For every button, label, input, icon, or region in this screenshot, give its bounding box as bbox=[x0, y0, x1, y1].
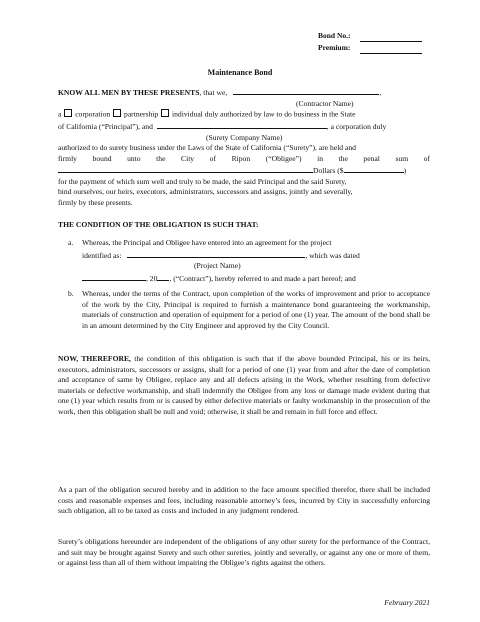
bond-meta bbox=[318, 30, 422, 54]
california-line bbox=[58, 120, 430, 133]
firmly-presents-line: firmly by these presents. bbox=[58, 197, 133, 207]
opt-partnership: partnership bbox=[124, 109, 159, 119]
surety-obligations-paragraph: Surety’s obligations hereunder are independent of the obligations of any other surety for the performance of the Contract, and suit may be brought against Surety and such other sureties, jointly and severally, or against any one or more of them, or against less than all of them without impairing the Obligee’s rights against the others. bbox=[58, 537, 430, 567]
condition-heading: THE CONDITION OF THE OBLIGATION IS SUCH THAT: bbox=[58, 220, 259, 229]
corporation-duly: , a corporation duly bbox=[326, 122, 387, 131]
bond-no-label: Bond No.: bbox=[318, 31, 351, 40]
footer-date: February 2021 bbox=[384, 598, 430, 607]
know-all-lead: KNOW ALL MEN BY THESE PRESENTS bbox=[58, 88, 200, 97]
partnership-checkbox[interactable] bbox=[113, 109, 121, 117]
item-a-line4 bbox=[82, 272, 430, 285]
california-text: of California (“Principal”), and bbox=[58, 122, 153, 131]
identified-as: identified as: bbox=[82, 250, 122, 260]
item-b-text: Whereas, under the terms of the Contract, upon completion of the works of improvement and prior to acceptance of the work by the City, Principal is required to furnish a maintenance bond guaranteeing the workmanship, materials of construction and operation of equipment for a period of one (1) year. The amount of the bond shall be in an amount determined by the City Engineer and approved by the City Council. bbox=[82, 289, 430, 330]
project-caption: (Project Name) bbox=[194, 261, 241, 270]
part-of-obligation-paragraph: As a part of the obligation secured hereby and in addition to the face amount specified therefor, there shall be included costs and reasonable expenses and fees, including reasonable attorney’s fees, incurred by City in successfully enforcing such obligation, all to be taxed as costs and included in any judgment rendered. bbox=[58, 485, 430, 515]
authorized-line: authorized to do surety business under the Laws of the State of California (“Surety”), are held and bbox=[58, 143, 356, 152]
know-all-tail: , that we, bbox=[199, 88, 228, 97]
surety-caption: (Surety Company Name) bbox=[206, 132, 283, 142]
which-dated: , which was dated bbox=[305, 250, 360, 260]
premium-label: Premium: bbox=[318, 43, 351, 52]
close-paren: ) bbox=[403, 166, 407, 175]
item-b-marker: b. bbox=[68, 289, 74, 298]
opt-individual: individual duly authorized by law to do business in the State bbox=[172, 109, 356, 119]
now-therefore-text: the condition of this obligation is such that if the above bounded Principal, his or its heirs, executors, administrators, successors or assigns, shall for a period of one (1) year from and after the date of completion and acceptance of same by Obligee, replace any and all defects arising in the Work, whether resulting from defective materials or defective workmanship, and shall indemnify the Obligee from any loss or damage made evident during that one (1) year which results from or is caused by either defective materials or faulty workmanship in the prosecution of the work, then this obligation shall be null and void; otherwise, it shall be and remain in full force and effect. bbox=[58, 354, 431, 416]
item-a-marker: a. bbox=[68, 238, 74, 247]
surety-name-field[interactable] bbox=[157, 120, 327, 129]
item-b bbox=[68, 289, 430, 331]
entity-type-line bbox=[58, 109, 430, 120]
item-a-content bbox=[82, 238, 430, 284]
bind-line: bind ourselves, our heirs, executors, administrators, successors and assigns, jointly and severally, bbox=[58, 187, 353, 196]
for-payment-line: for the payment of which sum well and truly to be made, the said Principal and the said Surety, bbox=[58, 176, 347, 186]
contract-tail: , (“Contract”), hereby referred to and made a part hereof; and bbox=[169, 273, 356, 283]
contractor-caption-line bbox=[58, 99, 430, 110]
project-caption-line bbox=[82, 261, 430, 272]
contract-date-field[interactable] bbox=[82, 272, 146, 281]
penal-sum-words-field[interactable] bbox=[58, 164, 313, 173]
entity-a: a bbox=[58, 109, 62, 119]
document-title: Maintenance Bond bbox=[207, 68, 273, 77]
penal-sum-amount-field[interactable] bbox=[344, 164, 404, 173]
firmly-bound-line: firmly bound unto the City of Ripon (“Obligee”) in the penal sum of bbox=[58, 153, 430, 163]
contractor-name-field[interactable] bbox=[233, 86, 382, 97]
bond-no-field[interactable] bbox=[360, 32, 422, 42]
premium-field[interactable] bbox=[360, 44, 422, 54]
item-a bbox=[68, 238, 430, 284]
item-a-line1: Whereas, the Principal and Obligee have entered into an agreement for the project bbox=[82, 238, 332, 247]
now-therefore-lead: NOW, THEREFORE, bbox=[58, 354, 131, 363]
project-name-field[interactable] bbox=[127, 249, 305, 258]
item-a-line2 bbox=[82, 249, 430, 262]
corporation-checkbox[interactable] bbox=[64, 109, 72, 117]
know-all-line bbox=[58, 86, 430, 99]
premium-row bbox=[318, 42, 422, 54]
opt-corporation: corporation bbox=[75, 109, 111, 119]
contract-year-field[interactable] bbox=[157, 272, 169, 281]
year-prefix: , 20 bbox=[146, 273, 158, 283]
penal-sum-line bbox=[58, 164, 430, 177]
contractor-caption: (Contractor Name) bbox=[296, 98, 354, 108]
bond-no-row bbox=[318, 30, 422, 42]
individual-checkbox[interactable] bbox=[161, 109, 169, 117]
comma: , bbox=[379, 88, 382, 97]
now-therefore-paragraph bbox=[58, 354, 430, 417]
dollars-label: Dollars ($ bbox=[313, 166, 344, 175]
surety-caption-line bbox=[58, 133, 430, 144]
intro-paragraph bbox=[58, 86, 430, 208]
